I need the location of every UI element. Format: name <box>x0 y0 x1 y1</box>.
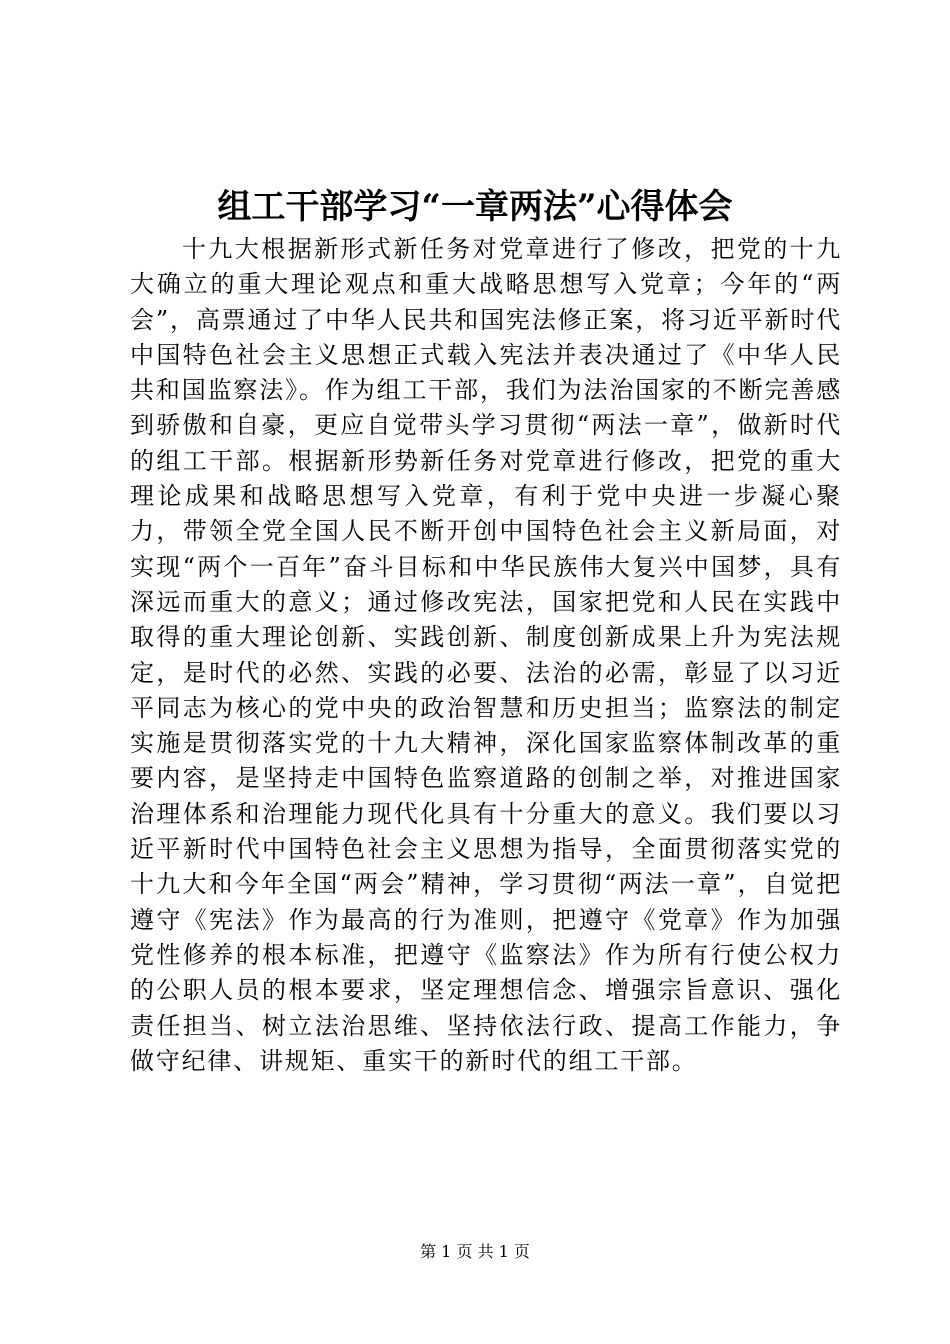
document-title: 组工干部学习“一章两法”心得体会 <box>217 187 733 227</box>
page-number-footer: 第 1 页 共 1 页 <box>420 1242 530 1261</box>
body-paragraph: 十九大根据新形式新任务对党章进行了修改，把党的十九大确立的重大理论观点和重大战略思想写入党章；今年的“两会”，高票通过了中华人民共和国宪法修正案，将习近平新时代中国特色社会主义思想正式载入宪法并表决通过了《中华人民共和国监察法》。作为组工干部，我们为法治国家的不断完善感到骄傲和自豪，更应自觉带头学习贯彻“两法一章”，做新时代的组工干部。根据新形势新任务对党章进行修改，把党的重大理论成果和战略思想写入党章，有利于党中央进一步凝心聚力，带领全党全国人民不断开创中国特色社会主义新局面，对实现“两个一百年”奋斗目标和中华民族伟大复兴中国梦，具有深远而重大的意义；通过修改宪法，国家把党和人民在实践中取得的重大理论创新、实践创新、制度创新成果上升为宪法规定，是时代的必然、实践的必要、法治的必需，彰显了以习近平同志为核心的党中央的政治智慧和历史担当；监察法的制定实施是贯彻落实党的十九大精神，深化国家监察体制改革的重要内容，是坚持走中国特色监察道路的创制之举，对推进国家治理体系和治理能力现代化具有十分重大的意义。我们要以习近平新时代中国特色社会主义思想为指导，全面贯彻落实党的十九大和今年全国“两会”精神，学习贯彻“两法一章”，自觉把遵守《宪法》作为最高的行为准则，把遵守《党章》作为加强党性修养的根本标准，把遵守《监察法》作为所有行使公权力的公职人员的根本要求，坚定理想信念、增强宗旨意识、强化责任担当、树立法治思维、坚持依法行政、提高工作能力，争做守纪律、讲规矩、重实干的新时代的组工干部。 <box>130 235 842 1075</box>
